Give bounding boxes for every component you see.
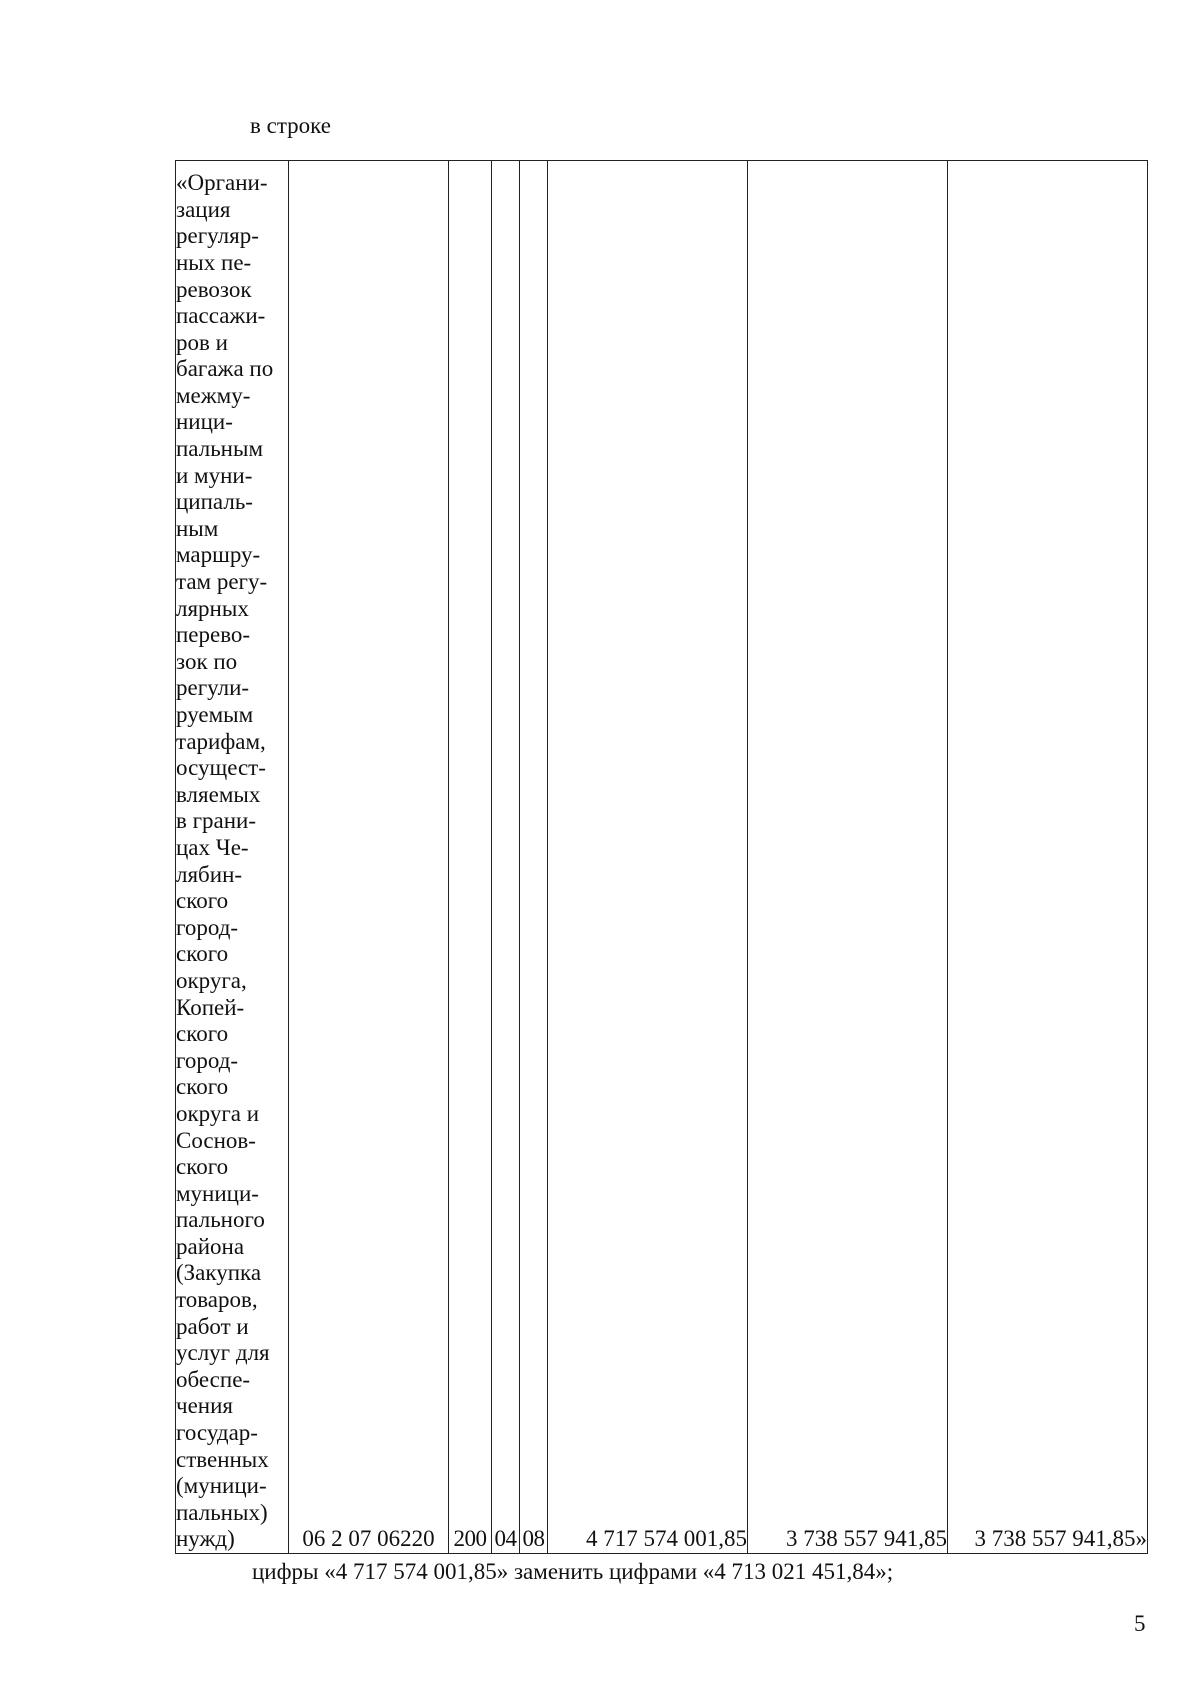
expense-name-line: округа, xyxy=(176,967,247,993)
expense-name-line: там регу- xyxy=(176,569,268,595)
expense-name-line: тарифам, xyxy=(176,728,266,754)
expense-name-line: багажа по xyxy=(176,356,274,382)
table-row xyxy=(176,161,1148,1554)
expense-name-line: город- xyxy=(176,914,239,940)
expense-name-line: «Органи- xyxy=(176,170,268,196)
expense-name-line: регули- xyxy=(176,675,250,701)
expense-name-line: государ- xyxy=(176,1420,258,1446)
expense-name-line: нужд) xyxy=(176,1526,235,1552)
expense-name-line: ципаль- xyxy=(176,489,253,515)
expense-name-line: ского xyxy=(176,1154,229,1180)
expense-name-line: Копей- xyxy=(176,994,245,1020)
expense-name-line: лярных xyxy=(176,595,249,621)
amount-year-1-cell: 4 717 574 001,85 xyxy=(548,161,748,1554)
expense-name-line: муници- xyxy=(176,1180,259,1206)
subsection-cell: 08 xyxy=(520,161,548,1554)
expense-name-line: маршру- xyxy=(176,542,261,568)
expense-name-line: ным xyxy=(176,515,219,541)
expense-name-line: зация xyxy=(176,196,231,222)
amount-year-3-cell: 3 738 557 941,85» xyxy=(948,161,1148,1554)
expense-name-line: округа и xyxy=(176,1100,260,1126)
expense-name-line: и муни- xyxy=(176,462,253,488)
expense-name-line: в грани- xyxy=(176,808,257,834)
amount-year-2-cell: 3 738 557 941,85 xyxy=(748,161,948,1554)
expense-name-line: ского xyxy=(176,888,229,914)
expense-name-line: (Закупка xyxy=(176,1260,262,1286)
section-cell: 04 xyxy=(492,161,520,1554)
expense-name-line: товаров, xyxy=(176,1287,258,1313)
expense-name-line: услуг для xyxy=(176,1340,270,1366)
expense-name-line: пальных) xyxy=(176,1499,268,1525)
expense-name-cell xyxy=(176,161,289,1554)
expense-name-line: ници- xyxy=(176,409,233,435)
expense-name-line: пальным xyxy=(176,436,264,462)
expense-name-line: ственных xyxy=(176,1446,269,1472)
expense-name-line: (муници- xyxy=(176,1473,267,1499)
expense-name-line: ского xyxy=(176,1074,229,1100)
expense-name-line: цах Че- xyxy=(176,834,249,860)
expense-name-line: пассажи- xyxy=(176,303,266,329)
expense-name-line: ров и xyxy=(176,329,228,355)
expense-name-line: чения xyxy=(176,1393,233,1419)
expense-name-line: пального xyxy=(176,1207,265,1233)
expense-name-line: осущест- xyxy=(176,755,266,781)
target-code-cell: 06 2 07 06220 xyxy=(289,161,449,1554)
replacement-instruction: цифры «4 717 574 001,85» заменить цифрами «4 713 021 451,84»; xyxy=(252,1559,894,1584)
expense-name-line: город- xyxy=(176,1047,239,1073)
expense-name-line: вляемых xyxy=(176,781,261,807)
expense-name-line: зок по xyxy=(176,648,238,674)
expense-type-cell: 200 xyxy=(449,161,492,1554)
expense-name-line: Соснов- xyxy=(176,1127,256,1153)
expense-name-line: руемым xyxy=(176,702,254,727)
expense-name-line: ных пе- xyxy=(176,249,252,275)
intro-text: в строке xyxy=(250,113,331,138)
page-number: 5 xyxy=(1134,1611,1146,1636)
expense-name-line: перево- xyxy=(176,622,251,648)
expense-name-line: ского xyxy=(176,941,229,967)
expense-name-line: ревозок xyxy=(176,276,252,302)
expense-name-line: ского xyxy=(176,1021,229,1047)
expense-name-line: района xyxy=(176,1233,245,1259)
expense-name-line: регуляр- xyxy=(176,223,259,249)
budget-table xyxy=(175,160,1148,1554)
expense-name-line: работ и xyxy=(176,1313,249,1339)
expense-name-line: лябин- xyxy=(176,861,243,887)
expense-name-line: межму- xyxy=(176,382,251,408)
expense-name-line: обеспе- xyxy=(176,1366,251,1392)
